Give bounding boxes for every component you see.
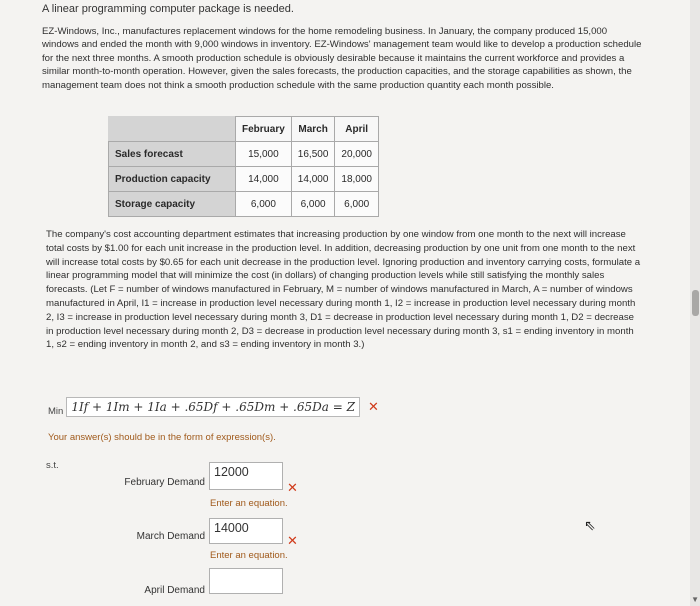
february-feedback: Enter an equation. [210, 498, 288, 509]
march-demand-label: March Demand [136, 531, 205, 542]
column-header: February [236, 117, 292, 142]
table-cell: 16,500 [291, 142, 335, 167]
table-cell: 6,000 [291, 192, 335, 217]
march-feedback: Enter an equation. [210, 550, 288, 561]
column-header: April [335, 117, 379, 142]
april-demand-label: April Demand [144, 585, 205, 596]
subject-to-label: s.t. [46, 460, 59, 471]
objective-row [48, 394, 379, 420]
table-cell: 14,000 [291, 167, 335, 192]
min-label: Min [48, 405, 64, 417]
objective-input[interactable]: 1If + 1Im + 1Ia + .65Df + .65Dm + .65Da = Z [66, 397, 360, 417]
table-row [109, 167, 379, 192]
x-mark-icon: ✕ [287, 480, 298, 495]
table-row [109, 142, 379, 167]
x-mark-icon: ✕ [287, 533, 298, 548]
column-header: March [291, 117, 335, 142]
question-header: A linear programming computer package is needed. [42, 3, 294, 15]
table-cell: 18,000 [335, 167, 379, 192]
row-header: Sales forecast [109, 142, 236, 167]
mouse-cursor-icon: ⇖ [584, 517, 596, 533]
table-header-row [109, 117, 379, 142]
table-cell: 20,000 [335, 142, 379, 167]
forecast-table [108, 116, 379, 217]
scroll-thumb[interactable] [692, 290, 699, 316]
march-demand-input[interactable]: 14000 [209, 518, 283, 544]
table-cell: 15,000 [236, 142, 292, 167]
table-row [109, 192, 379, 217]
april-demand-input[interactable] [209, 568, 283, 594]
table-corner [109, 117, 236, 142]
february-demand-input[interactable]: 12000 [209, 462, 283, 490]
february-demand-label: February Demand [124, 477, 205, 488]
scroll-down-icon[interactable]: ▼ [691, 595, 699, 604]
row-header: Production capacity [109, 167, 236, 192]
row-header: Storage capacity [109, 192, 236, 217]
vertical-scrollbar[interactable] [690, 0, 700, 606]
x-mark-icon: ✕ [367, 399, 379, 414]
table-cell: 14,000 [236, 167, 292, 192]
model-description: The company's cost accounting department estimates that increasing production by one window from one month to the next will increase total costs by $1.00 for each unit increase in the production level. In addition, decreasing production by one unit from one month to the next will increase total costs by $0.65 for each unit decrease in the production level. Ignoring production and inventory carrying costs, formulate a linear programming model that will minimize the cost (in dollars) of changing production levels while still satisfying the monthly sales forecasts. (Let F = number of windows manufactured in February, M = number of windows manufactured in March, A = number of windows manufactured in April, I1 = increase in production level necessary during month 1, I2 = increase in production level necessary during month 2, I3 = increase in production level necessary during month 3, D1 = decrease in production level necessary during month 1, D2 = decrease in production level necessary during month 2, D3 = decrease in production level necessary during month 3, s1 = ending inventory in month 1, s2 = ending inventory in month 2, and s3 = ending inventory in month 3.) [46, 229, 641, 351]
answer-hint: Your answer(s) should be in the form of expression(s). [48, 432, 276, 443]
intro-paragraph: EZ-Windows, Inc., manufactures replacement windows for the home remodeling business. In January, the company produced 15,000 windows and ended the month with 9,000 windows in inventory. EZ-Windows' management team would like to develop a production schedule for the next three months. A smooth production schedule is obviously desirable because it maintains the current workforce and provides a similar month-to-month operation. However, given the sales forecasts, the production capacities, and the storage capabilities as shown, the management team does not think a smooth production schedule with the same production quantity each month possible. [42, 26, 642, 91]
table-cell: 6,000 [236, 192, 292, 217]
table-cell: 6,000 [335, 192, 379, 217]
